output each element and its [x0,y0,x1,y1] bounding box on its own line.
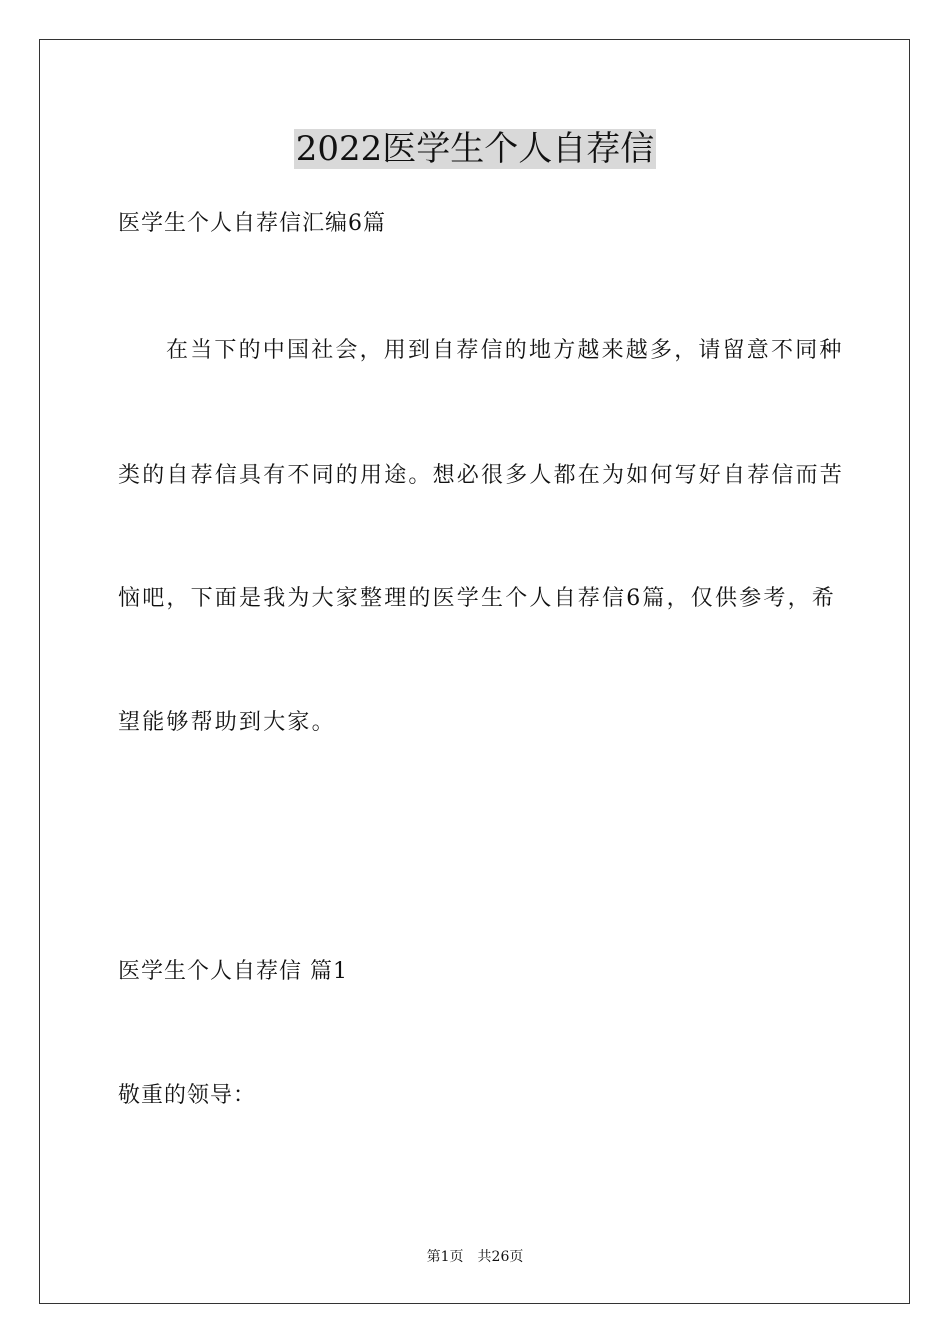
intro-paragraph-line: 类的自荐信具有不同的用途。想必很多人都在为如何写好自荐信而苦 [118,463,845,488]
intro-paragraph-line: 恼吧，下面是我为大家整理的医学生个人自荐信6篇，仅供参考，希 [118,586,836,611]
intro-paragraph-line: 在当下的中国社会，用到自荐信的地方越来越多，请留意不同种 [166,338,844,363]
document-title [0,126,950,172]
page-footer [0,1247,950,1267]
intro-paragraph-line: 望能够帮助到大家。 [118,710,336,735]
section-heading: 医学生个人自荐信 篇1 [118,959,348,984]
document-title-text: 2022医学生个人自荐信 [295,129,655,169]
salutation: 敬重的领导： [118,1083,257,1108]
document-subtitle: 医学生个人自荐信汇编6篇 [118,211,386,236]
page-total: 共26页 [477,1249,524,1265]
page-number: 第1页 [426,1249,464,1265]
